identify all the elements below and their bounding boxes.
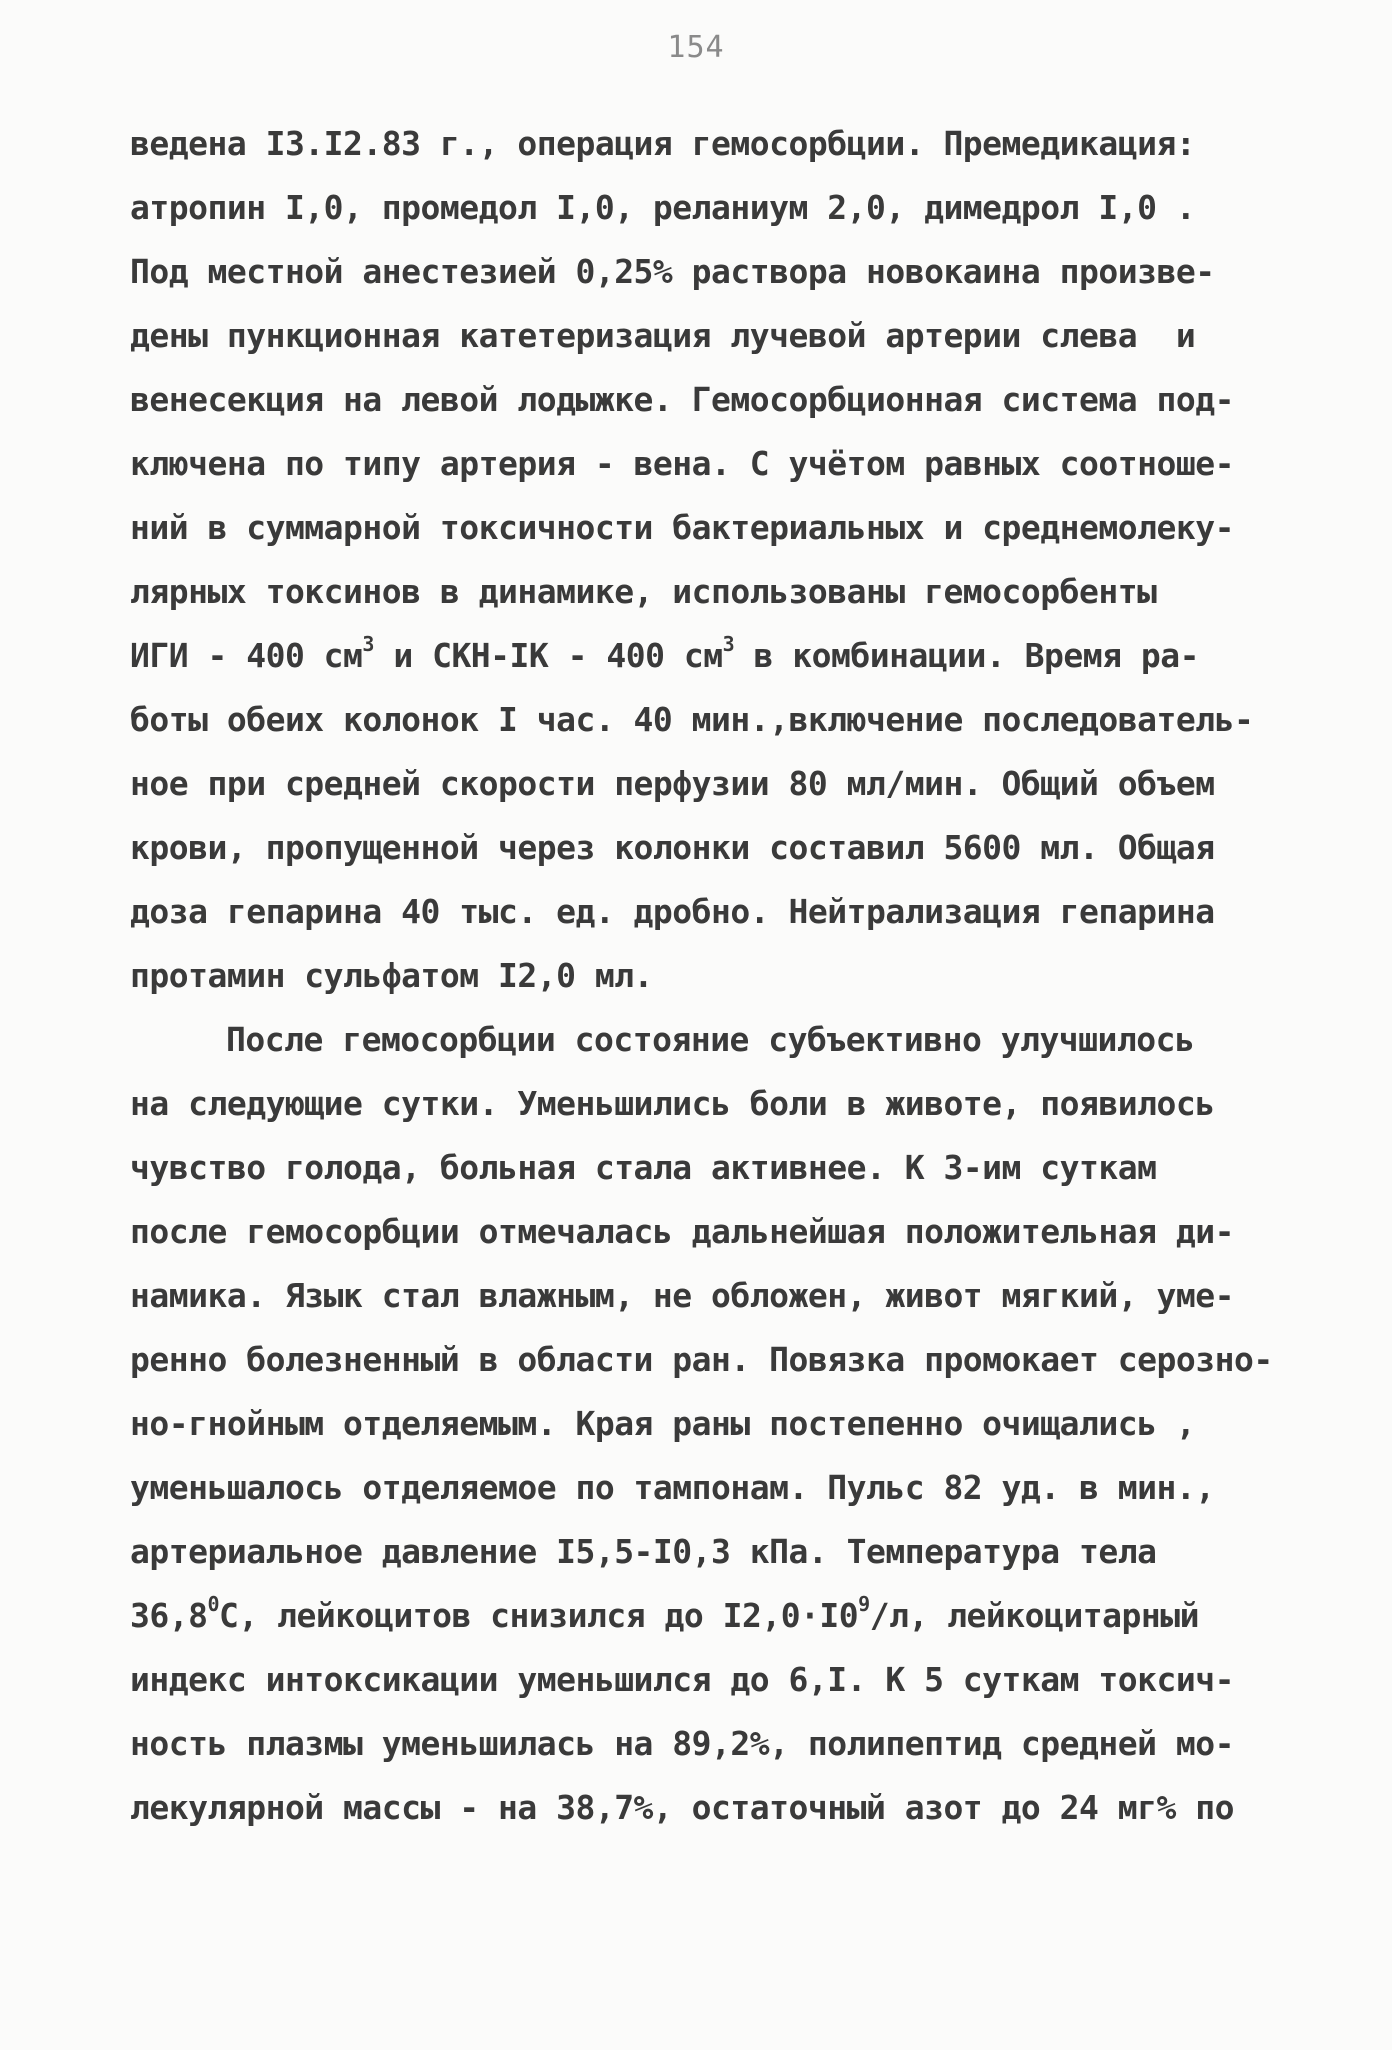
text-line [130, 1584, 1260, 1648]
line-text: После гемосорбции состояние субъективно улучшилось [226, 1020, 1195, 1059]
text-line [130, 560, 1260, 624]
line-text: уменьшалось отделяемое по тампонам. Пульс 82 уд. в мин., [130, 1468, 1215, 1507]
text-line [130, 1712, 1260, 1776]
line-text: лярных токсинов в динамике, использованы гемосорбенты [130, 572, 1157, 611]
text-line [130, 688, 1260, 752]
text-line [130, 240, 1260, 304]
line-text: дены пункционная катетеризация лучевой артерии слева и [130, 316, 1196, 355]
text-line [130, 1200, 1260, 1264]
line-text: ное при средней скорости перфузии 80 мл/мин. Общий объем [130, 764, 1215, 803]
text-line [130, 368, 1260, 432]
line-text: индекс интоксикации уменьшился до 6,I. К 5 суткам токсич- [130, 1660, 1234, 1699]
line-text: и СКН-IК - 400 см [373, 636, 723, 675]
text-line [130, 1264, 1260, 1328]
page-number: 154 [667, 30, 725, 65]
line-text: лекулярной массы - на 38,7%, остаточный азот до 24 мг% по [130, 1788, 1234, 1827]
line-text: 36,8 [130, 1596, 208, 1635]
text-line [130, 1072, 1260, 1136]
text-line [130, 752, 1260, 816]
line-text: чувство голода, больная стала активнее. К 3-им суткам [130, 1148, 1157, 1187]
text-line [130, 432, 1260, 496]
superscript: 3 [362, 632, 374, 656]
line-text: С, лейкоцитов снизился до I2,0·I0 [219, 1596, 859, 1635]
line-text: атропин I,0, промедол I,0, реланиум 2,0, димедрол I,0 . [130, 188, 1196, 227]
line-text: ИГИ - 400 см [130, 636, 363, 675]
line-text: артериальное давление I5,5-I0,3 кПа. Температура тела [130, 1532, 1157, 1571]
line-text: крови, пропущенной через колонки составил 5600 мл. Общая [130, 828, 1215, 867]
line-text: доза гепарина 40 тыс. ед. дробно. Нейтрализация гепарина [130, 892, 1215, 931]
superscript: 0 [207, 1592, 220, 1616]
text-line [130, 944, 1260, 1008]
text-line [130, 1648, 1260, 1712]
text-line [130, 1008, 1260, 1072]
line-text: ключена по типу артерия - вена. С учётом равных соотноше- [130, 444, 1234, 483]
text-line [130, 1392, 1260, 1456]
line-text: в комбинации. Время ра- [734, 636, 1199, 675]
text-line [130, 1328, 1273, 1392]
line-text: ний в суммарной токсичности бактериальных и среднемолеку- [130, 508, 1234, 547]
superscript: 3 [722, 632, 735, 656]
line-text: Под местной анестезией 0,25% раствора новокаина произве- [130, 252, 1215, 291]
text-line [130, 304, 1260, 368]
text-line [130, 1136, 1260, 1200]
text-line [130, 880, 1260, 944]
line-text: ность плазмы уменьшилась на 89,2%, полипептид средней мо- [130, 1724, 1234, 1763]
line-text: венесекция на левой лодыжке. Гемосорбционная система под- [130, 380, 1234, 419]
line-text: боты обеих колонок I час. 40 мин.,включение последователь- [130, 700, 1254, 739]
line-text: после гемосорбции отмечалась дальнейшая положительная ди- [130, 1212, 1234, 1251]
text-line [130, 1776, 1260, 1840]
document-body [130, 112, 1273, 1840]
line-text: /л, лейкоцитарный [869, 1596, 1199, 1635]
line-text: протамин сульфатом I2,0 мл. [130, 956, 653, 995]
text-line [130, 1456, 1260, 1520]
line-text: ренно болезненный в области ран. Повязка промокает серозно- [130, 1340, 1273, 1379]
text-line [130, 496, 1260, 560]
text-line [130, 624, 1260, 688]
line-text: ведена I3.I2.83 г., операция гемосорбции. Премедикация: [130, 124, 1196, 163]
text-line [130, 112, 1260, 176]
line-text: намика. Язык стал влажным, не обложен, живот мягкий, уме- [130, 1276, 1234, 1315]
text-line [130, 816, 1260, 880]
line-text: но-гнойным отделяемым. Края раны постепенно очищались , [130, 1404, 1196, 1443]
text-line [130, 176, 1260, 240]
text-line [130, 1520, 1260, 1584]
superscript: 9 [858, 1592, 870, 1616]
line-text: на следующие сутки. Уменьшились боли в животе, появилось [130, 1084, 1215, 1123]
